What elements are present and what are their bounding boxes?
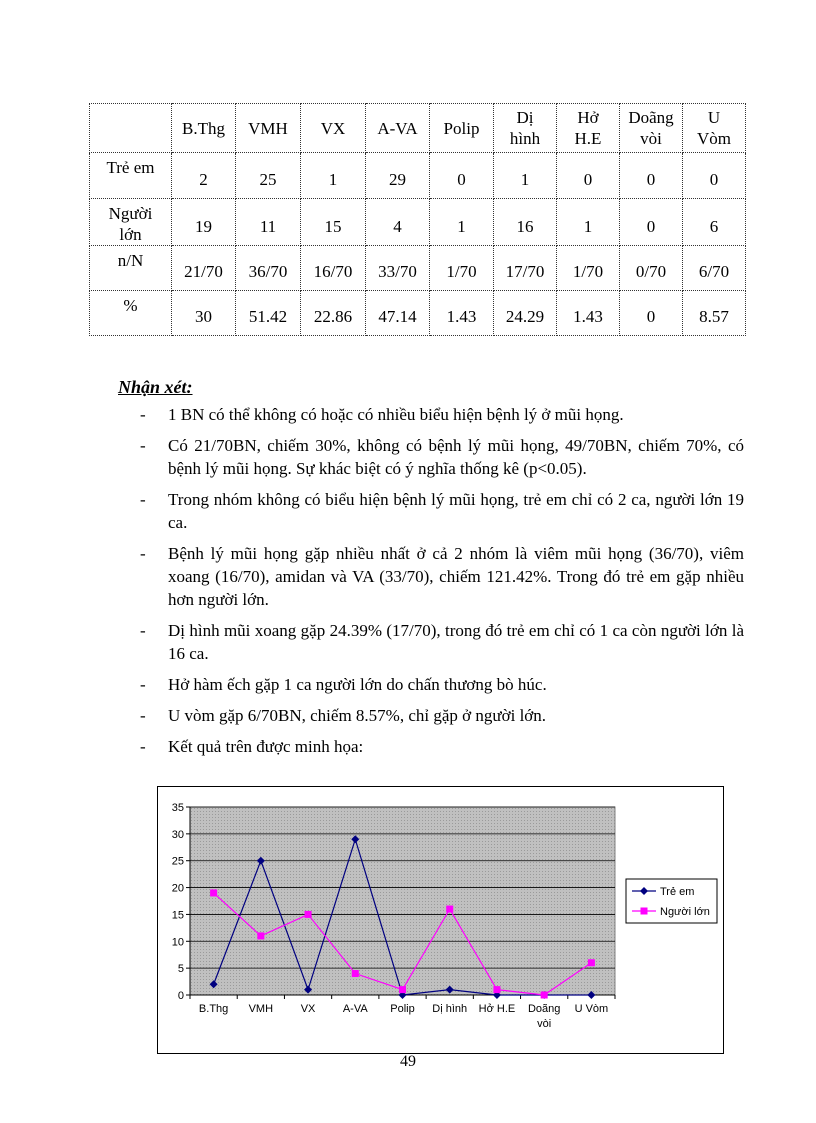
data-point [210, 889, 217, 896]
x-tick-label: Hở H.E [478, 1003, 516, 1015]
row-label: n/N [90, 246, 172, 291]
legend-label: Trẻ em [660, 886, 695, 898]
table-cell: 33/70 [366, 246, 430, 291]
x-tick-label: U Vòm [574, 1003, 609, 1015]
plot-area [190, 807, 615, 995]
y-tick-label: 30 [171, 828, 184, 841]
data-point [305, 911, 312, 918]
table-cell: 1 [557, 199, 620, 246]
table-cell: 1 [430, 199, 494, 246]
bullet-dash: - [140, 675, 146, 694]
legend-label: Người lớn [660, 906, 710, 918]
line-chart [157, 786, 724, 1054]
table-cell: 36/70 [236, 246, 301, 291]
bullet-dash: - [140, 405, 146, 424]
table-row [90, 291, 746, 336]
x-tick-label: Polip [390, 1003, 415, 1015]
table-cell: 16/70 [301, 246, 366, 291]
table-cell: 51.42 [236, 291, 301, 336]
table-cell: 0 [620, 199, 683, 246]
header-u-vom: U Vòm [683, 104, 746, 153]
page-number: 49 [400, 1053, 416, 1070]
list-item [140, 403, 744, 426]
list-item [140, 704, 744, 727]
table-cell: 0 [430, 153, 494, 199]
row-label: % [90, 291, 172, 336]
table-cell: 0 [620, 153, 683, 199]
list-item-text: Hở hàm ếch gặp 1 ca người lớn do chấn thương bò húc. [168, 675, 547, 694]
data-point [399, 986, 406, 993]
table-cell: 0 [620, 291, 683, 336]
x-tick-label: Dị hình [432, 1003, 468, 1015]
table-cell: 1/70 [430, 246, 494, 291]
x-tick-label: Doãng vòi [527, 1003, 561, 1030]
results-table [89, 103, 746, 336]
list-item [140, 542, 744, 611]
table-cell: 2 [172, 153, 236, 199]
data-point [541, 992, 548, 999]
data-point [257, 932, 264, 939]
list-item-text: Có 21/70BN, chiếm 30%, không có bệnh lý mũi họng, 49/70BN, chiếm 70%, có bệnh lý mũi họng. Sự khác biệt có ý nghĩa thống kê (p<0.05). [168, 436, 744, 478]
header-vx: VX [301, 104, 366, 153]
bullet-dash: - [140, 544, 146, 563]
table-cell: 4 [366, 199, 430, 246]
list-item [140, 488, 744, 534]
row-label: Trẻ em [90, 153, 172, 199]
table-cell: 19 [172, 199, 236, 246]
y-tick-label: 35 [171, 802, 184, 814]
chart-canvas [158, 787, 723, 1053]
bullet-dash: - [140, 737, 146, 756]
table-cell: 1/70 [557, 246, 620, 291]
remarks-title: Nhận xét: [118, 377, 193, 397]
table-cell: 11 [236, 199, 301, 246]
header-ava: A-VA [366, 104, 430, 153]
y-tick-label: 15 [171, 909, 184, 922]
data-point [588, 959, 595, 966]
list-item [140, 434, 744, 480]
x-tick-label: A-VA [342, 1003, 368, 1015]
table-cell: 6 [683, 199, 746, 246]
list-item-text: Kết quả trên được minh họa: [168, 737, 364, 756]
x-tick-label: VMH [248, 1003, 274, 1015]
bullet-dash: - [140, 436, 146, 455]
header-corner [90, 104, 172, 153]
table-row [90, 199, 746, 246]
header-vmh: VMH [236, 104, 301, 153]
y-tick-label: 0 [177, 990, 184, 1002]
list-item [140, 673, 744, 696]
table-cell: 8.57 [683, 291, 746, 336]
table-cell: 22.86 [301, 291, 366, 336]
list-item-text: 1 BN có thể không có hoặc có nhiều biểu hiện bệnh lý ở mũi họng. [168, 405, 624, 424]
table-cell: 47.14 [366, 291, 430, 336]
table-cell: 15 [301, 199, 366, 246]
header-polip: Polip [430, 104, 494, 153]
bullet-dash: - [140, 706, 146, 725]
list-item [140, 619, 744, 665]
table-cell: 29 [366, 153, 430, 199]
bullet-dash: - [140, 621, 146, 640]
table-cell: 25 [236, 153, 301, 199]
table-cell: 1.43 [430, 291, 494, 336]
y-tick-label: 10 [171, 936, 184, 949]
header-di-hinh: Dị hình [494, 104, 557, 153]
table-cell: 0 [557, 153, 620, 199]
x-tick-label: VX [300, 1003, 316, 1015]
header-bthg: B.Thg [172, 104, 236, 153]
list-item-text: Trong nhóm không có biểu hiện bệnh lý mũi họng, trẻ em chỉ có 2 ca, người lớn 19 ca. [168, 490, 744, 532]
table-row [90, 153, 746, 199]
bullet-dash: - [140, 490, 146, 509]
table-cell: 30 [172, 291, 236, 336]
y-tick-label: 20 [171, 882, 184, 895]
remarks-list [140, 403, 744, 766]
table-cell: 6/70 [683, 246, 746, 291]
table-cell: 17/70 [494, 246, 557, 291]
y-tick-label: 25 [171, 855, 184, 868]
list-item-text: Dị hình mũi xoang gặp 24.39% (17/70), trong đó trẻ em chỉ có 1 ca còn người lớn là 16 ca. [168, 621, 744, 663]
data-point [352, 970, 359, 977]
table-cell: 1 [301, 153, 366, 199]
table-cell: 1 [494, 153, 557, 199]
x-tick-label: B.Thg [198, 1003, 229, 1015]
table-cell: 16 [494, 199, 557, 246]
list-item-text: U vòm gặp 6/70BN, chiếm 8.57%, chỉ gặp ở người lớn. [168, 706, 547, 725]
data-point [446, 906, 453, 913]
header-doang-voi: Doãng vòi [620, 104, 683, 153]
header-ho-he: Hở H.E [557, 104, 620, 153]
table-cell: 24.29 [494, 291, 557, 336]
list-item [140, 735, 744, 758]
table-cell: 1.43 [557, 291, 620, 336]
list-item-text: Bệnh lý mũi họng gặp nhiều nhất ở cả 2 nhóm là viêm mũi họng (36/70), viêm xoang (16/70), amidan và VA (33/70), chiếm 121.42%. Trong đó trẻ em gặp nhiều hơn người lớn. [168, 544, 744, 609]
y-tick-label: 5 [177, 963, 184, 976]
legend-marker [641, 908, 648, 915]
table-cell: 21/70 [172, 246, 236, 291]
data-point [493, 986, 500, 993]
row-label: Người lớn [90, 199, 172, 246]
table-cell: 0 [683, 153, 746, 199]
table-row [90, 246, 746, 291]
table-cell: 0/70 [620, 246, 683, 291]
